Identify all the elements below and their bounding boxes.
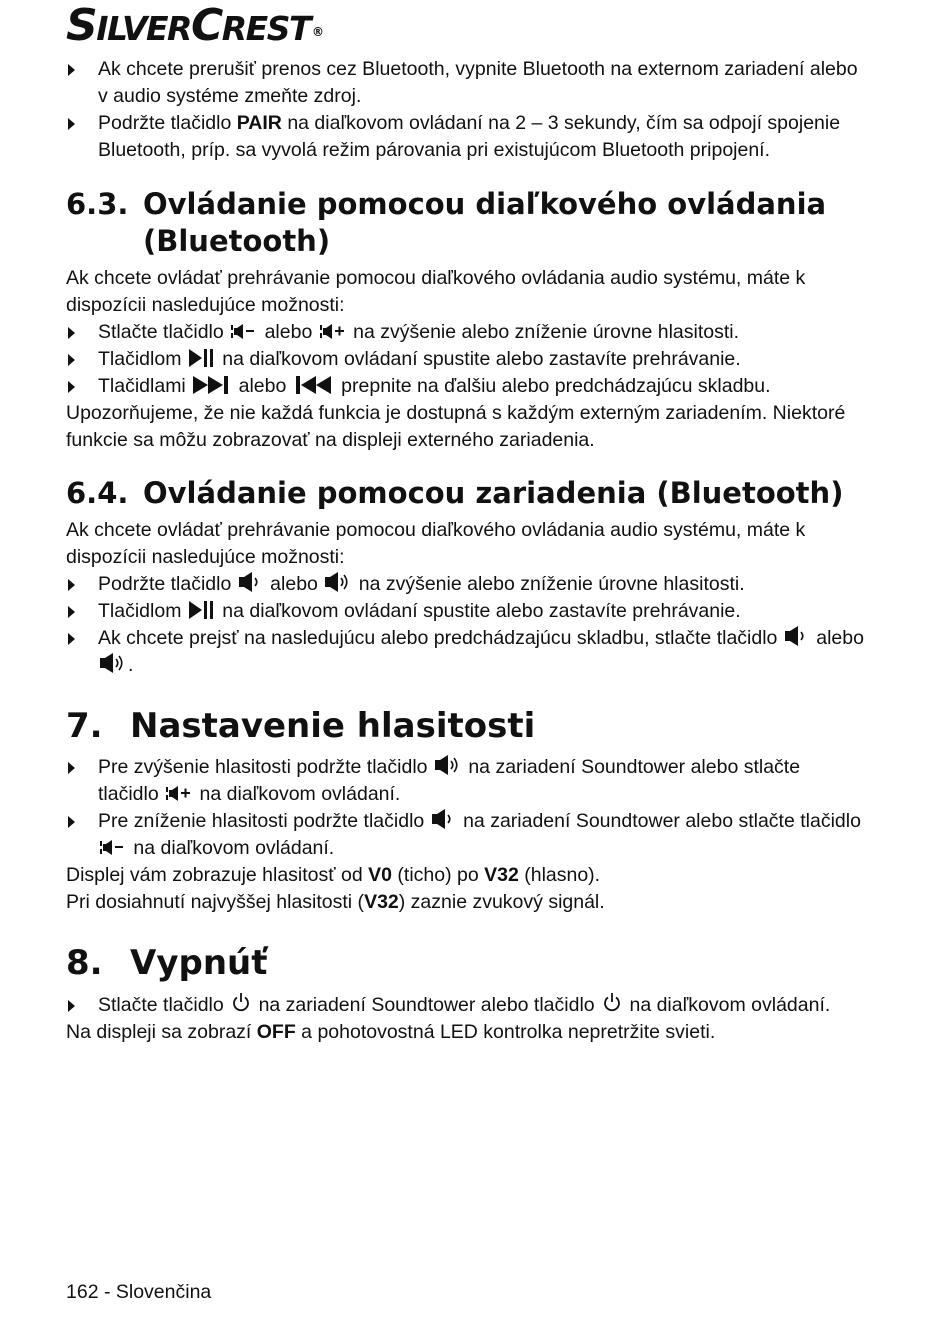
list-item: Stlačte tlačidlo na zariadení Soundtower alebo tlačidlo na diaľkovom ovládaní.	[66, 992, 866, 1019]
play-pause-icon	[189, 600, 215, 620]
volume-down-device-icon	[432, 808, 456, 830]
list-item: Stlačte tlačidlo alebo na zvýšenie alebo zníženie úrovne hlasitosti.	[66, 319, 866, 346]
list-item: Tlačidlami alebo prepnite na ďalšiu alebo predchádzajúcu skladbu.	[66, 373, 866, 400]
section-intro: Ak chcete ovládať prehrávanie pomocou diaľkového ovládania audio systému, máte k dispozícii nasledujúce možnosti:	[66, 519, 806, 568]
page-footer: 162 - Slovenčina	[66, 1281, 212, 1303]
power-icon	[602, 992, 622, 1014]
bullet-arrow-icon	[68, 579, 75, 591]
section-heading-7: 7. Nastavenie hlasitosti	[66, 706, 536, 746]
volume-up-remote-icon	[320, 323, 346, 341]
next-track-icon	[193, 375, 231, 395]
power-icon	[231, 992, 251, 1014]
bullet-arrow-icon	[68, 354, 75, 366]
bullet-arrow-icon	[68, 64, 75, 76]
list-item: Tlačidlom na diaľkovom ovládaní spustite alebo zastavíte prehrávanie.	[66, 346, 866, 373]
previous-track-icon	[294, 375, 334, 395]
volume-up-device-icon	[435, 754, 461, 776]
display-off-text: Na displeji sa zobrazí OFF a pohotovostná LED kontrolka nepretržite svieti.	[66, 1021, 716, 1043]
volume-down-remote-icon	[231, 323, 257, 341]
bullet-arrow-icon	[68, 762, 75, 774]
section-heading-6-4: 6.4. Ovládanie pomocou zariadenia (Bluetooth)	[66, 476, 844, 510]
list-item: Podržte tlačidlo PAIR na diaľkovom ovládaní na 2 – 3 sekundy, čím sa odpojí spojenie Bluetooth, príp. sa vyvolá režim párovania pri existujúcom Bluetooth pripojení.	[66, 110, 866, 164]
bullet-arrow-icon	[68, 381, 75, 393]
volume-range-text: Displej vám zobrazuje hlasitosť od V0 (ticho) po V32 (hlasno).	[66, 864, 601, 886]
section-heading-8: 8. Vypnúť	[66, 943, 268, 983]
pair-key: PAIR	[236, 112, 282, 134]
volume-down-device-icon	[239, 571, 263, 593]
volume-down-remote-icon	[100, 839, 126, 857]
list-item: Pre zníženie hlasitosti podržte tlačidlo na zariadení Soundtower alebo stlačte tlačidlo na diaľkovom ovládaní.	[66, 808, 866, 862]
volume-up-device-icon	[325, 571, 351, 593]
bullet-arrow-icon	[68, 606, 75, 618]
list-item: Pre zvýšenie hlasitosti podržte tlačidlo na zariadení Soundtower alebo stlačte tlačidlo na diaľkovom ovládaní.	[66, 754, 866, 808]
bullet-arrow-icon	[68, 633, 75, 645]
volume-up-remote-icon	[166, 785, 192, 803]
volume-up-device-icon	[100, 652, 126, 674]
list-item: Ak chcete prerušiť prenos cez Bluetooth, vypnite Bluetooth na externom zariadení alebo v audio systéme zmeňte zdroj.	[66, 56, 866, 110]
volume-down-device-icon	[785, 625, 809, 647]
max-volume-text: Pri dosiahnutí najvyššej hlasitosti (V32) zaznie zvukový signál.	[66, 891, 605, 913]
bullet-arrow-icon	[68, 1000, 75, 1012]
section-note: Upozorňujeme, že nie každá funkcia je dostupná s každým externým zariadením. Niektoré funkcie sa môžu zobrazovať na displeji externého zariadenia.	[66, 402, 846, 451]
bullet-arrow-icon	[68, 327, 75, 339]
bullet-arrow-icon	[68, 118, 75, 130]
section-intro: Ak chcete ovládať prehrávanie pomocou diaľkového ovládania audio systému, máte k dispozícii nasledujúce možnosti:	[66, 267, 806, 316]
list-item: Tlačidlom na diaľkovom ovládaní spustite alebo zastavíte prehrávanie.	[66, 598, 866, 625]
section-heading-6-3: 6.3. Ovládanie pomocou diaľkového ovládania (Bluetooth)	[66, 187, 827, 258]
page-content	[66, 56, 866, 1046]
list-item: Ak chcete prejsť na nasledujúcu alebo predchádzajúcu skladbu, stlačte tlačidlo alebo .	[66, 625, 866, 679]
play-pause-icon	[189, 348, 215, 368]
list-item: Podržte tlačidlo alebo na zvýšenie alebo zníženie úrovne hlasitosti.	[66, 571, 866, 598]
bullet-arrow-icon	[68, 816, 75, 828]
brand-logo: SILVERCREST ®	[66, 0, 323, 51]
